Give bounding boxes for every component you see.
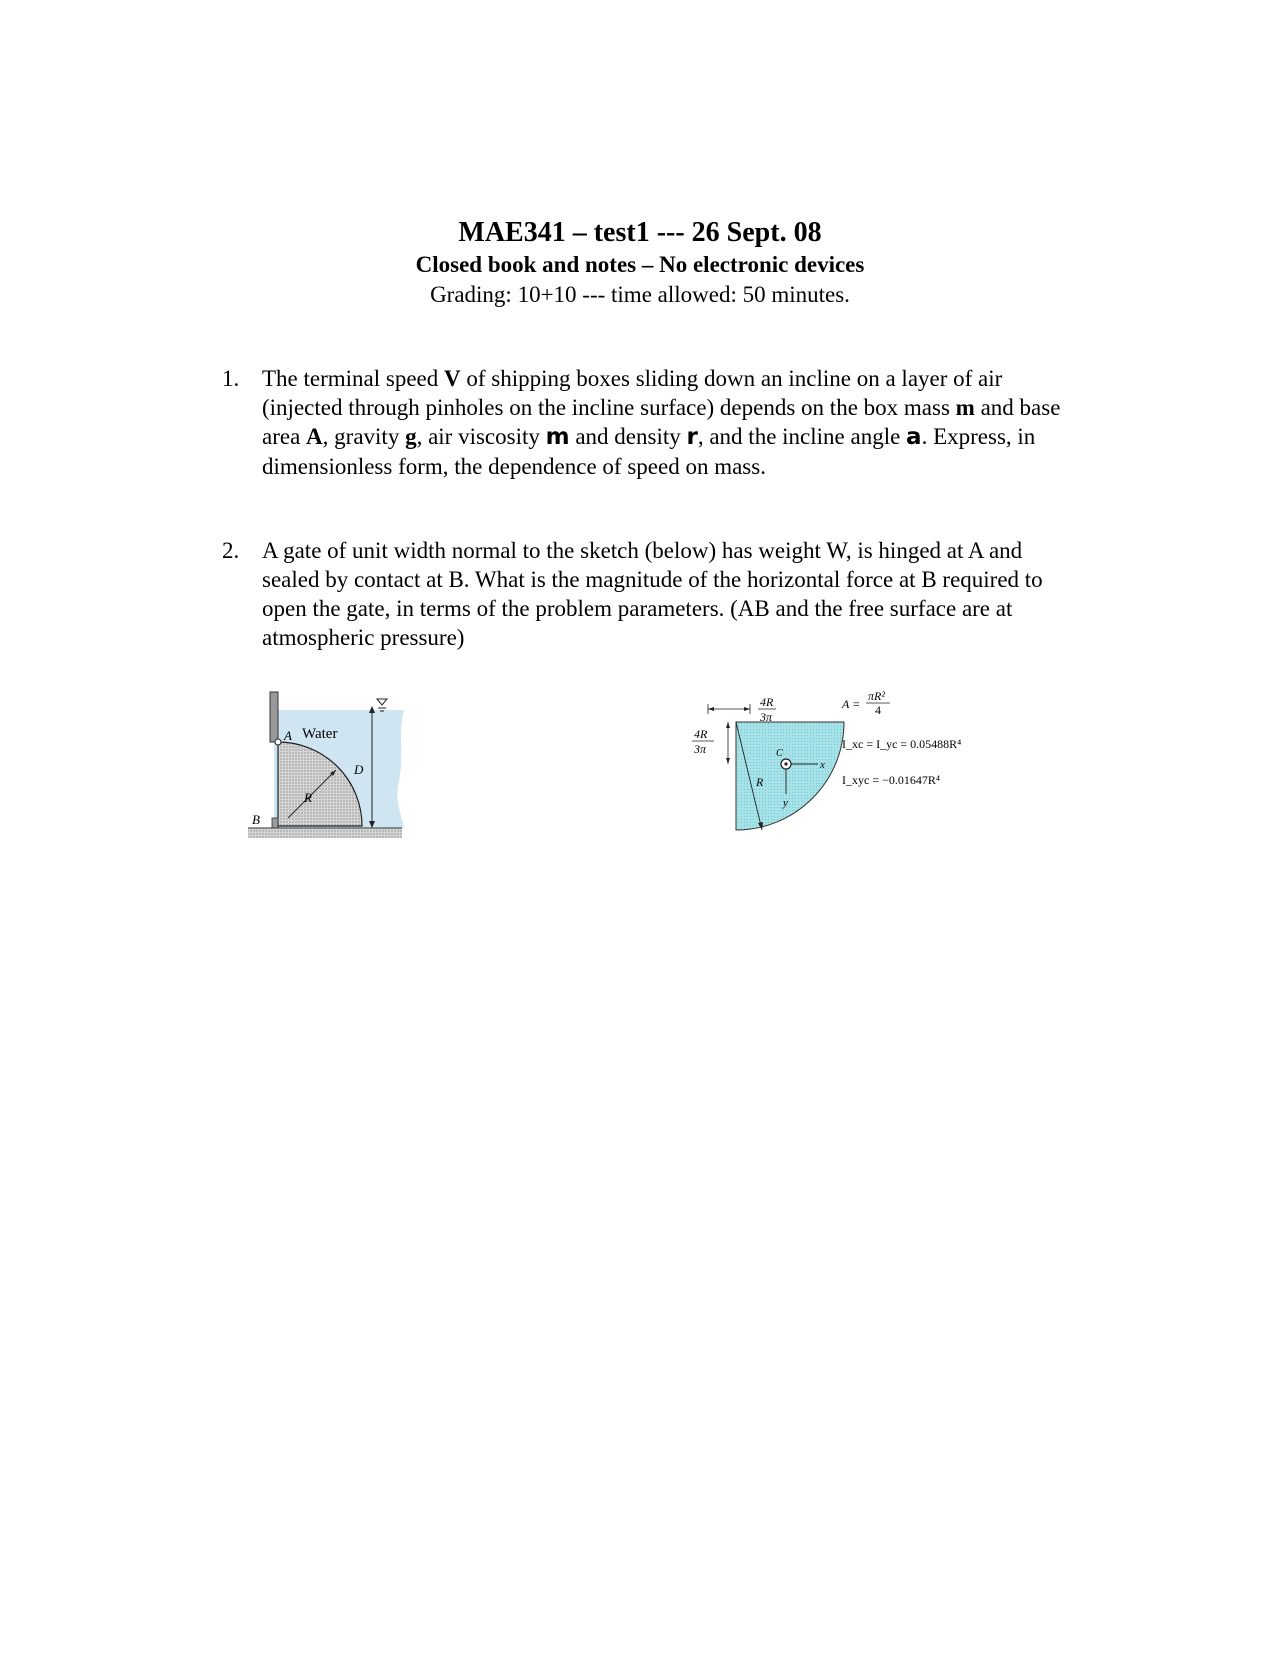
left-frac-den: 3π — [694, 742, 707, 756]
top-frac-num: 4R — [760, 695, 774, 709]
problem-number: 2. — [222, 538, 240, 563]
page-title: MAE341 – test1 --- 26 Sept. 08 — [458, 217, 822, 248]
problem-2 — [222, 536, 1082, 652]
seal-block — [272, 818, 278, 828]
top-frac-den: 3π — [760, 710, 773, 724]
label-b: B — [252, 812, 260, 827]
header — [0, 216, 1280, 310]
symbol-rho: r — [686, 424, 698, 450]
gate-diagram — [244, 686, 414, 844]
problem-text: The terminal speed V of shipping boxes sliding down an incline on a layer of air (injected through pinholes on the incline surface) depends on the box mass m and base area A, gravity g, air viscosity m and density r, and the incline angle a. Express, in dimensionless form, the dependence of speed on mass. — [262, 366, 1061, 479]
area-num: πR² — [868, 689, 885, 703]
ixyc-formula: I_xyc = −0.01647R⁴ — [842, 773, 941, 787]
ixc-formula: I_xc = I_yc = 0.05488R⁴ — [842, 737, 962, 751]
grading-info: Grading: 10+10 --- time allowed: 50 minutes. — [430, 282, 850, 307]
label-y: y — [783, 797, 788, 809]
label-r: R — [756, 775, 764, 789]
left-frac-num: 4R — [694, 727, 708, 741]
hinge — [275, 739, 281, 745]
problem-1 — [222, 364, 1082, 481]
problem-text: A gate of unit width normal to the sketch (below) has weight W, is hinged at A and sealed by contact at B. What is the magnitude of the horizontal force at B required to open the gate, in terms of the problem parameters. (AB and the free surface are at atmospheric pressure) — [262, 538, 1043, 650]
label-a: A — [284, 728, 292, 743]
symbol-g: g — [405, 424, 417, 449]
quarter-circle-diagram — [692, 680, 1022, 850]
quarter-circle-figure — [692, 680, 1022, 850]
wall — [270, 692, 278, 742]
symbol-mu: m — [545, 424, 570, 450]
symbol-v: V — [444, 366, 461, 391]
page-subtitle: Closed book and notes – No electronic devices — [415, 252, 865, 277]
water-label: Water — [302, 726, 338, 742]
ground — [248, 828, 402, 838]
quarter-circle-shape — [736, 722, 844, 830]
problem-number: 1. — [222, 366, 240, 391]
symbol-alpha: a — [906, 424, 922, 450]
label-r: R — [304, 790, 312, 805]
symbol-a: A — [306, 424, 323, 449]
area-lhs: A = — [842, 697, 861, 711]
label-c: C — [776, 748, 783, 759]
symbol-m: m — [955, 395, 975, 420]
area-den: 4 — [875, 703, 881, 717]
label-x: x — [820, 759, 825, 771]
gate-figure — [244, 686, 414, 844]
label-d: D — [354, 762, 364, 777]
